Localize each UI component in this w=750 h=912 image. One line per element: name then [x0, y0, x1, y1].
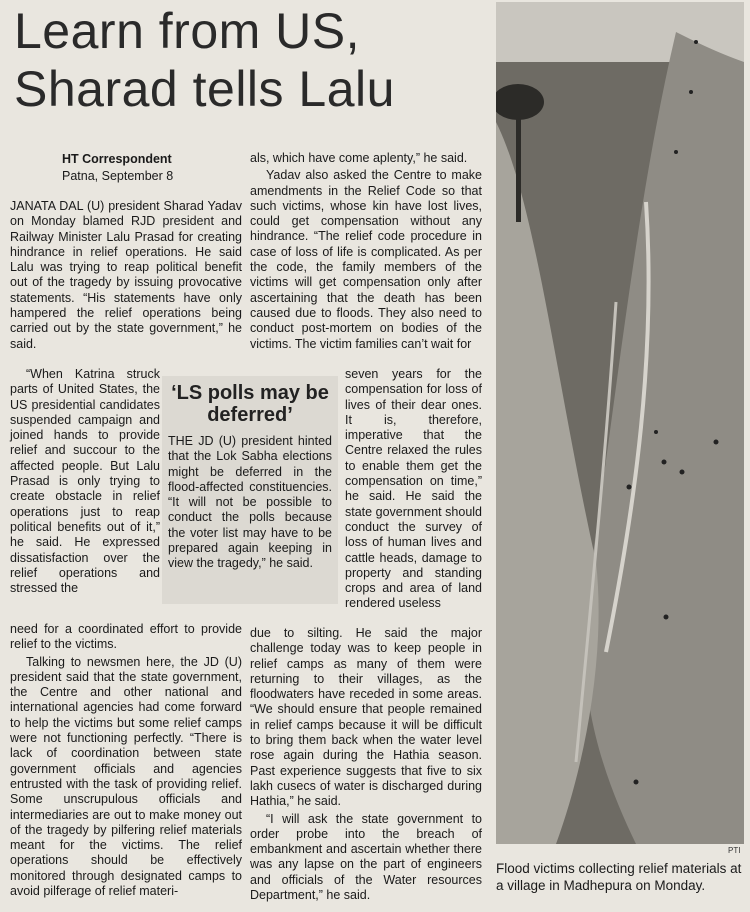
flood-photo: [496, 2, 744, 844]
headline: [14, 2, 484, 118]
sidebar-box: [162, 376, 338, 604]
article-paragraph: “I will ask the state government to order probe into the breach of embankment and ascertain whether there was any lapse on the part of engineers and officials of the Water resources Department,” he said.: [250, 811, 482, 903]
article-paragraph: Talking to newsmen here, the JD (U) president said that the state government, the Centre and other national and international agencies had come forward to help the victims but some relief camps were not functioning perfectly. “There is lack of coordination between state government officials and agencies entrusted with the task of providing relief. Some unscrupulous officials and intermediaries are out to make money out of the tragedy by pilfering relief materials meant for the victims. The relief operations should be effectively monitored through designated camps to avoid pilferage of relief materi-: [10, 654, 242, 899]
article-column-2-top: [250, 151, 482, 354]
photo-caption: Flood victims collecting relief materials at a village in Madhepura on Monday.: [496, 861, 742, 893]
article-paragraph: JANATA DAL (U) president Sharad Yadav on Monday blamed RJD president and Railway Minister Lalu Prasad for creating hindrance in relief operations. He said Lalu was trying to reap political benefit out of the tragedy by issuing provocative statements. “His statements have only hampered the relief operations being carried out by the state government,” he said.: [10, 199, 242, 351]
byline-author: HT Correspondent: [62, 152, 172, 166]
article-paragraph: “When Katrina struck parts of United States, the US presidential candidates suspended campaign and joined hands to provide relief and succour to the affected people. But Lalu Prasad is only trying to create obstacle in relief operations just to reap political benefits out of it,” he said. He expressed dissatisfaction over the relief operations and stressed the: [10, 367, 160, 596]
article-paragraph: due to silting. He said the major challenge today was to keep people in relief camps as many of them were returning to their villages, as the floodwaters have receded in some areas. “We should ensure that people remained in relief camps because it will be difficult to bring them back when the water level rose again during the Hathia season. Past experience suggests that five to six lakh cusecs of water is discharged during Hathia,” he said.: [250, 626, 482, 809]
sidebar-title: ‘LS polls may be deferred’: [171, 382, 329, 426]
article-column-1-bottom: [10, 622, 242, 901]
headline-line-1: Learn from US,: [14, 3, 361, 59]
flood-photo-illustration: [496, 2, 744, 844]
byline: [62, 151, 242, 185]
sidebar-text: THE JD (U) president hinted that the Lok Sabha elections might be deferred in the flood-affected constituencies. “It will not be possible to conduct the polls because the voter list may have to be prepared again keeping in view the tragedy,” he said.: [168, 434, 332, 571]
article-column-1-top: [10, 199, 242, 354]
article-column-2-bottom: [250, 626, 482, 905]
article-paragraph: seven years for the compensation for loss of lives of their dear ones. It is, therefore, imperative that the Centre relaxed the rules to enable them get the compensation on time,” he said. He said the state government should conduct the survey of loss of human lives and cattle heads, damage to property and standing crops and area of land rendered useless: [345, 367, 482, 611]
headline-line-2: Sharad tells Lalu: [14, 61, 395, 117]
photo-credit: PTI: [728, 846, 741, 855]
byline-dateline: Patna, September 8: [62, 169, 174, 183]
article-paragraph: Yadav also asked the Centre to make amendments in the Relief Code so that such victims, whose kin have lost lives, could get compensation without any hindrance. “The relief code procedure in case of loss of life is complicated. As per the code, the family members of the victims will get compensation only after ascertaining that the death has been caused due to floods. They also need to conduct post-mortem on bodies of the victims. The victim families can’t wait for: [250, 168, 482, 351]
article-column-2-wrap: [345, 367, 482, 614]
article-paragraph: need for a coordinated effort to provide relief to the victims.: [10, 622, 242, 652]
article-paragraph: als, which have come aplenty,” he said.: [250, 151, 468, 165]
article-column-1-wrap: [10, 367, 160, 598]
